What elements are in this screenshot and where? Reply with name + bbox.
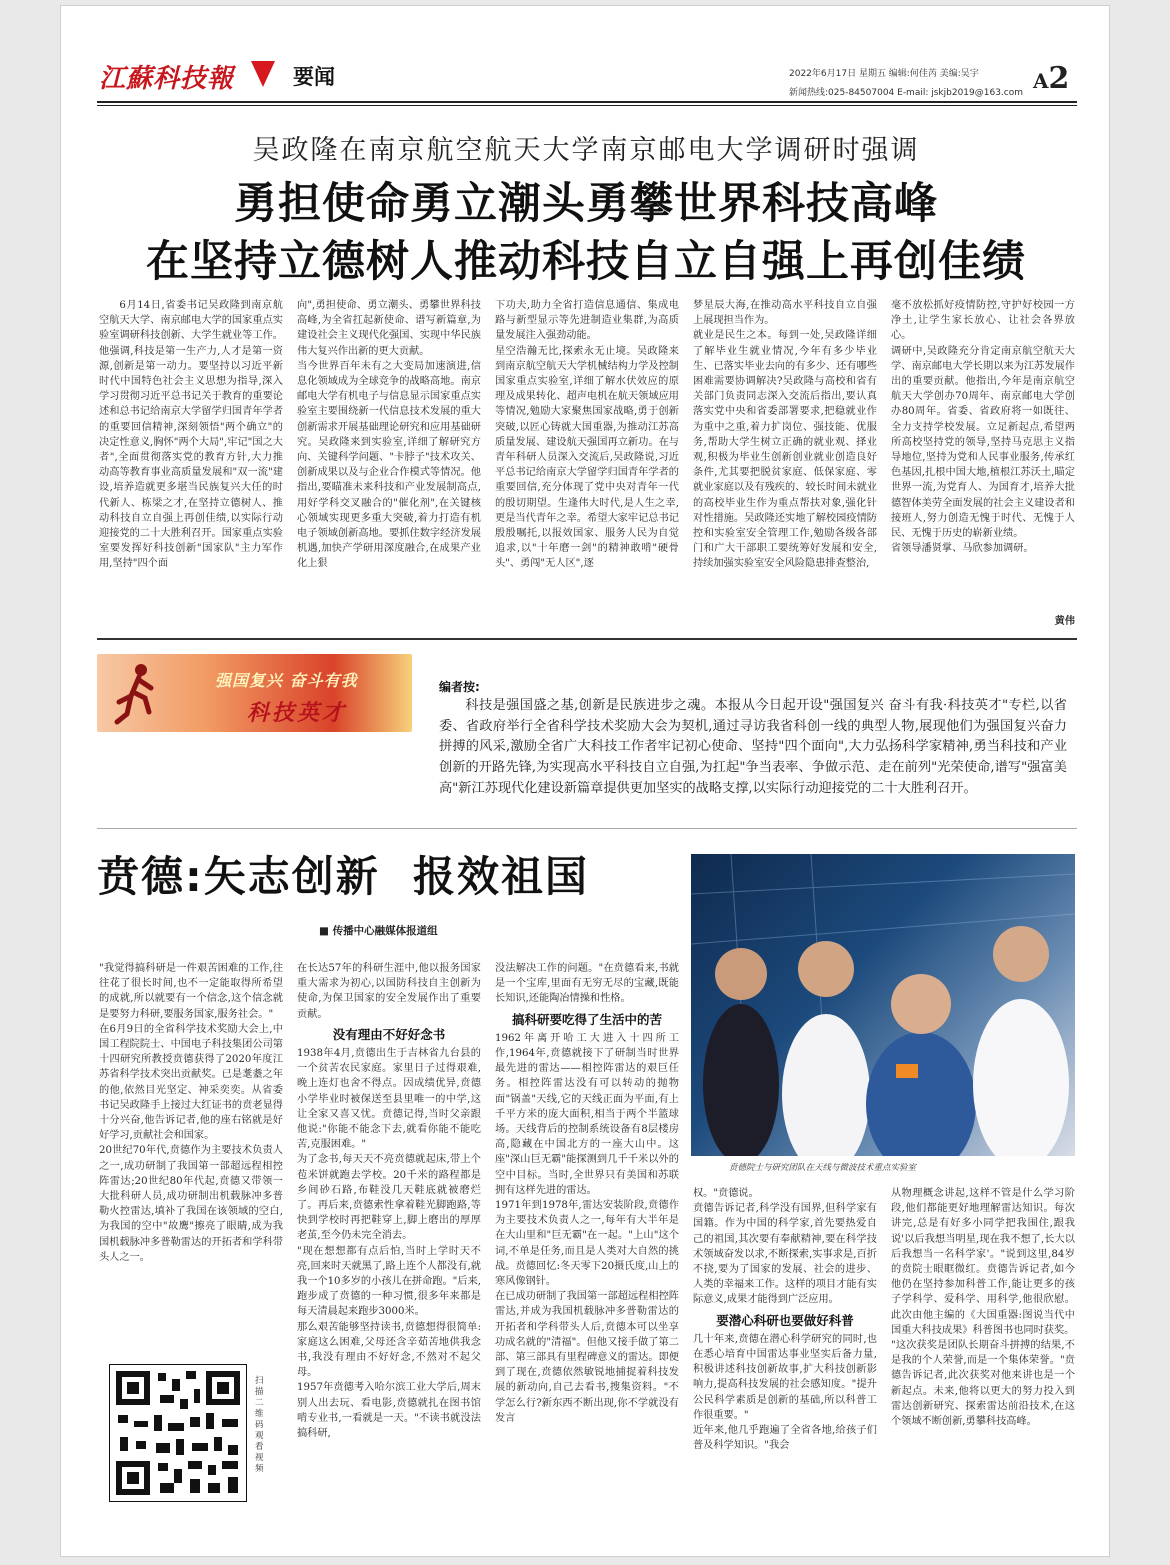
lab-photo-illustration: [691, 854, 1075, 1156]
red-triangle-icon: [251, 61, 275, 87]
feature-byline: ■ 传播中心融媒体报道组: [319, 925, 438, 937]
banner-slogan: 强国复兴 奋斗有我: [215, 671, 358, 690]
newspaper-logo[interactable]: 江蘇科技報: [99, 64, 235, 94]
feature-headline: 贲德:矢志创新 报效祖国: [97, 852, 590, 901]
header-rule-thin: [97, 105, 1077, 106]
news-hotline: 新闻热线:025-84507004 E-mail: jskjb2019@163.com: [789, 88, 1024, 98]
feature-subhead-3: 要潜心科研也要做好科普: [716, 1312, 854, 1328]
photo-caption: 贲德院士与研究团队在天线与微波技术重点实验室: [729, 1163, 917, 1173]
lead-column-2: [297, 298, 481, 628]
lead-column-text: 毫不放松抓好疫情防控,守护好校园一方净土,让学生家长放心、让社会各界放心。 调研中,吴政隆充分肯定南京航空航天大学、南京邮电大学长期以来为江苏发展作出的重要贡献。他指出,今年是南京航空航天大学创办70周年、南京邮电大学创办80周年。省委、省政府将一如既往、全力支持学校发展。立足新起点,希望两所高校坚持党的领导,坚持马克思主义指导地位,坚持为党和人民事业服务,传承红色基因,扎根中国大地,植根江苏沃土,瞄定世界一流,为党育人、为国育才,培养大批德智体美劳全面发展的社会主义建设者和接班人,努力创造无愧于时代、无愧于人民、无愧于历史的崭新业绩。 省领导潘贤掌、马欣参加调研。: [891, 300, 1075, 555]
qr-caption: 扫描二维码观看视频: [255, 1376, 264, 1474]
lead-column-4: [693, 298, 877, 628]
editor-note-text: 科技是强国盛之基,创新是民族进步之魂。本报从今日起开设"强国复兴 奋斗有我·科技英才"专栏,以省委、省政府举行全省科学技术奖励大会为契机,通过寻访我省科创一线的典型人物,展现他们为强国复兴奋力拼搏的风采,激励全省广大科技工作者牢记初心使命、坚持"四个面向",大力弘扬科学家精神,勇当科技和产业创新的开路先锋,为实现高水平科技自立自强,为扛起"争当表率、争做示范、走在前列"光荣使命,谱写"强富美高"新江苏现代化建设新篇章提供更加坚实的战略支撑,以实际行动迎接党的二十大胜利召开。: [439, 698, 1067, 796]
section-title: 要闻: [293, 64, 335, 89]
runner-icon: [111, 662, 159, 726]
qr-code-icon: [110, 1365, 246, 1501]
feature-column-text: 权。"贲德说。 贲德告诉记者,科学没有国界,但科学家有国籍。作为中国的科学家,首先要热爱自己的祖国,其次要有奉献精神,要在科学技术领域奋发以求,不断探索,实事求是,百折不挠,要为了国家的发展、社会的进步、人类的幸福来工作。这样的项目才能有实际意义,成果才能得到广泛应用。: [693, 1188, 877, 1306]
feature-subhead-1: 没有理由不好好念书: [332, 1026, 446, 1042]
lead-column-5: [891, 298, 1075, 614]
feature-column-text: 几十年来,贲德在潜心科学研究的同时,也在悉心培育中国雷达事业坚实后备力量,积极讲述科技创新故事,扩大科技创新影响力,提高科技发展的社会感知度。"提升公民科学素质是创新的基础,所以科普工作很重要。" 近年来,他几乎跑遍了全省各地,给孩子们普及科学知识。"我会: [693, 1333, 877, 1452]
lead-column-text: 下功夫,助力全省打造信息通信、集成电路与新型显示等先进制造业集群,为高质量发展注入强劲动能。 星空浩瀚无比,探索永无止境。吴政隆来到南京航空航天大学机械结构力学及控制国家重点实验室,详细了解水伏效应的原理及成果转化、超声电机在航天领域应用等情况,勉励大家聚焦国家战略,勇于创新突破,以匠心铸就大国重器,为推动江苏高质量发展、建设航天强国再立新功。在与青年科研人员深入交流后,吴政隆说,习近平总书记给南京大学留学归国青年学者的重要回信,充分体现了党中央对青年一代的殷切期望。生逢伟大时代,是人生之幸,更是当代青年之幸。希望大家牢记总书记殷殷嘱托,以报效国家、服务人民为自觉追求,以"十年磨一剑"的精神敢啃"硬骨头"、勇闯"无人区",逐: [495, 300, 679, 570]
feature-column-1: "我觉得搞科研是一件艰苦困难的工作,往往花了很长时间,也不一定能取得所希望的成就,所以就要有一个信念,这个信念就是要努力科研,要服务国家,服务社会。" 在6月9日的全省科学技术奖励大会上,中国工程院院士、中国电子科技集团公司第十四研究所教授贲德获得了2020年度江苏省科学技术突出贡献奖。已是耄耋之年的他,依然目光坚定、神采奕奕。从省委书记吴政隆手上接过大红证书的贲老显得十分兴奋,他告诉记者,他的座右铭就是好好学习,贡献社会和国家。 20世纪70年代,贲德作为主要技术负责人之一,成功研制了我国第一部超远程相控阵雷达;20世纪80年代起,贲德又带领一大批科研人员,成功研制出机载脉冲多普勒火控雷达,填补了我国在该领域的空白,为我国的空中"故鹰"擦亮了眼睛,成为我国机载脉冲多普勒雷达的开拓者和学科带头人之一。: [99, 963, 283, 1263]
feature-column-text: 没法解决工作的问题。"在贲德看来,书就是一个宝库,里面有无穷无尽的宝藏,既能长知识,还能陶冶情操和性格。: [495, 963, 679, 1005]
lead-column-text: 梦星辰大海,在推动高水平科技自立自强上展现担当作为。 就业是民生之本。每到一处,吴政隆详细了解毕业生就业情况,今年有多少毕业生、已落实毕业去向的有多少、还有哪些困难需要协调解决?吴政隆与高校和省有关部门负责同志深入交流后指出,要认真落实党中央和省委部署要求,把稳就业作为重中之重,着力扩岗位、强技能、优服务,帮助大学生树立正确的就业观、择业观,积极为毕业生创新创业就业创造良好条件,尤其要把脱贫家庭、低保家庭、零就业家庭以及有残疾的、较长时间未就业的高校毕业生作为重点帮扶对象,强化针对性措施。吴政隆还实地了解校园疫情防控和实验室安全管理工作,勉励各级各部门和广大干部职工要统筹好发展和安全,持续加强实验室安全风险隐患排查整治,: [693, 300, 877, 570]
lead-column-text: 向",勇担使命、勇立潮头、勇攀世界科技高峰,为全省扛起新使命、谱写新篇章,为建设社会主义现代化强国、实现中华民族伟大复兴作出新的更大贡献。 当今世界百年未有之大变局加速演进,信息化领域成为全球竞争的战略高地。南京邮电大学有机电子与信息显示国家重点实验室主要围绕新一代信息技术发展的重大创新需求开展基础理论研究和应用基础研究。吴政隆来到实验室,详细了解研究方向、关键科学问题、"卡脖子"技术攻关、创新成果以及与企业合作模式等情况。他指出,要瞄准未来科技和产业发展制高点,用好学科交叉融合的"催化剂",在关键核心领域实现更多重大突破,着力打造有机电子领域创新高地。要抓住数字经济发展机遇,加快产学研用深度融合,在成果产业化上狠: [297, 300, 481, 570]
feature-column-text: 1962年离开哈工大进入十四所工作,1964年,贲德就接下了研制当时世界最先进的雷达——相控阵雷达的艰巨任务。相控阵雷达没有可以转动的抛物面"锅盖"天线,它的天线正面为平面,有上千平方米的庞大面积,相当于两个半篮球场。天线背后的控制系统设备有8层楼房高,隐藏在中国北方的一座大山中。这座"深山巨无霸"能探测到几千千米以外的空中目标。当时,全世界只有美国和苏联拥有这样先进的雷达。 1971年到1978年,雷达安装阶段,贲德作为主要技术负责人之一,每年有大半年是在大山里和"巨无霸"在一起。"上山"这个词,不单是任务,而且是人类对大自然的挑战。贲德回忆:冬天零下20摄氏度,山上的寒风像钢针。 在已成功研制了我国第一部超远程相控阵雷达,并成为我国机载脉冲多普勒雷达的开拓者和学科带头人后,贲德本可以坐享功成名就的"清福"。但他又接手做了第二部、第三部具有里程碑意义的雷达。即便到了现在,贲德依然敏锐地捕捉着科技发展的新动向,自己去看书,搜集资料。"不学怎么行?新东西不断出现,你不学就没有发言: [495, 1032, 679, 1424]
feature-column-text: 在长达57年的科研生涯中,他以报务国家重大需求为初心,以国防科技自主创新为使命,为保卫国家的安全发展作出了重要贡献。: [297, 963, 481, 1020]
feature-column-3: [495, 961, 679, 1491]
lead-signature: 黄伟: [1054, 615, 1075, 627]
editor-note-body: [439, 696, 1067, 800]
page-letter: A: [1033, 69, 1049, 93]
feature-subhead-2: 搞科研要吃得了生活中的苦: [511, 1011, 662, 1027]
feature-photo[interactable]: [691, 854, 1075, 1156]
feature-divider: [97, 828, 1077, 829]
feature-column-4: [693, 1186, 877, 1516]
lead-column-1: [99, 298, 283, 628]
feature-column-5: 从物理概念讲起,这样不管是什么学习阶段,他们都能更好地理解雷达知识。每次讲完,总是有好多小同学把我围住,跟我说'以后我想当明星,现在我不想了,长大以后我想当一名科学家'。"说到这里,84岁的贲院士眼眶微红。贲德告诉记者,如今他仍在坚持参加科普工作,能让更多的孩子学科学、爱科学、用科学,他很欣慰。此次由他主编的《大国重器:图说当代中国重大科技成果》科普图书也同时获奖。 "这次获奖是团队长期奋斗拼搏的结果,不是我的个人荣誉,而是一个集体荣誉。"贲德告诉记者,此次获奖对他来讲也是一个新起点。未来,他将以更大的努力投入到雷达创新研究、探索雷达前沿技术,在这个领域不断创新,勇攀科技高峰。: [891, 1188, 1075, 1428]
lead-headline-2: 在坚持立德树人推动科技自立自强上再创佳绩: [146, 237, 1026, 287]
feature-column-text: 1938年4月,贲德出生于吉林省九台县的一个贫苦农民家庭。家里日子过得艰难,晚上连灯也舍不得点。因成绩优异,贲德小学毕业时被保送至县里唯一的中学,这让全家又喜又忧。贲德记得,当时父亲跟他说:"你能不能念下去,就看你能不能吃苦,克服困难。" 为了念书,每天天不亮贲德就起床,带上个苞米饼就跑去学校。20千米的路程都是乡间砂石路,布鞋没几天鞋底就被磨烂了。再后来,贲德索性拿着鞋光脚跑路,等快到学校时再把鞋穿上,脚上磨出的厚厚老茧,至今仍未完全消去。 "现在想想都有点后怕,当时上学时天不亮,回来时天就黑了,路上连个人都没有,就我一个10多岁的小孩儿在拼命跑。"后来,跑步成了贲德的一种习惯,很多年来都是每天清晨起来跑步3000米。 那么艰苦能够坚持读书,贲德想得很简单:家庭这么困难,父母还含辛茹苦地供我念书,我没有理由不好好念,不然对不起父母。 1957年贲德考入哈尔滨工业大学后,周末别人出去玩、看电影,贲德就扎在图书馆啃专业书,一看就是一天。"不读书就没法搞科研,: [297, 1048, 481, 1440]
page-number-digit: 2: [1048, 61, 1070, 96]
section-divider: [97, 638, 1077, 640]
page-number: [1033, 61, 1069, 96]
column-banner: [97, 654, 412, 732]
qr-code[interactable]: [109, 1364, 247, 1502]
lead-column-text: 6月14日,省委书记吴政隆到南京航空航天大学、南京邮电大学的国家重点实验室调研科技创新、大学生就业等工作。他强调,科技是第一生产力,人才是第一资源,创新是第一动力。要坚持以习近平新时代中国特色社会主义思想为指导,深入学习贯彻习近平总书记关于教育的重要论述和总书记给南京大学留学归国青年学者的重要回信精神,深刻领悟"两个确立"的决定性意义,胸怀"两个大局",牢记"国之大者",全面贯彻落实党的教育方针,大力推动高等教育事业高质量发展和"双一流"建设,培养造就更多堪当民族复兴大任的时代新人、栋梁之才,在坚持立德树人、推动科技自立自强上再创佳绩,以实际行动迎接党的二十大胜利召开。国家重点实验室要发挥好科技创新"国家队"主力军作用,坚持"四个面: [99, 300, 283, 570]
newspaper-page: [60, 5, 1110, 1557]
header-rule: [97, 101, 1077, 103]
lead-headline-1: 勇担使命勇立潮头勇攀世界科技高峰: [234, 179, 938, 229]
lead-column-3: [495, 298, 679, 628]
dateline: 2022年6月17日 星期五 编辑:何佳芮 美编:吴宇: [789, 69, 979, 79]
banner-column-name: 科技英才: [247, 700, 348, 726]
lead-subhead: 吴政隆在南京航空航天大学南京邮电大学调研时强调: [252, 135, 920, 166]
feature-column-2: [297, 961, 481, 1491]
editor-note-label: 编者按:: [439, 680, 480, 694]
